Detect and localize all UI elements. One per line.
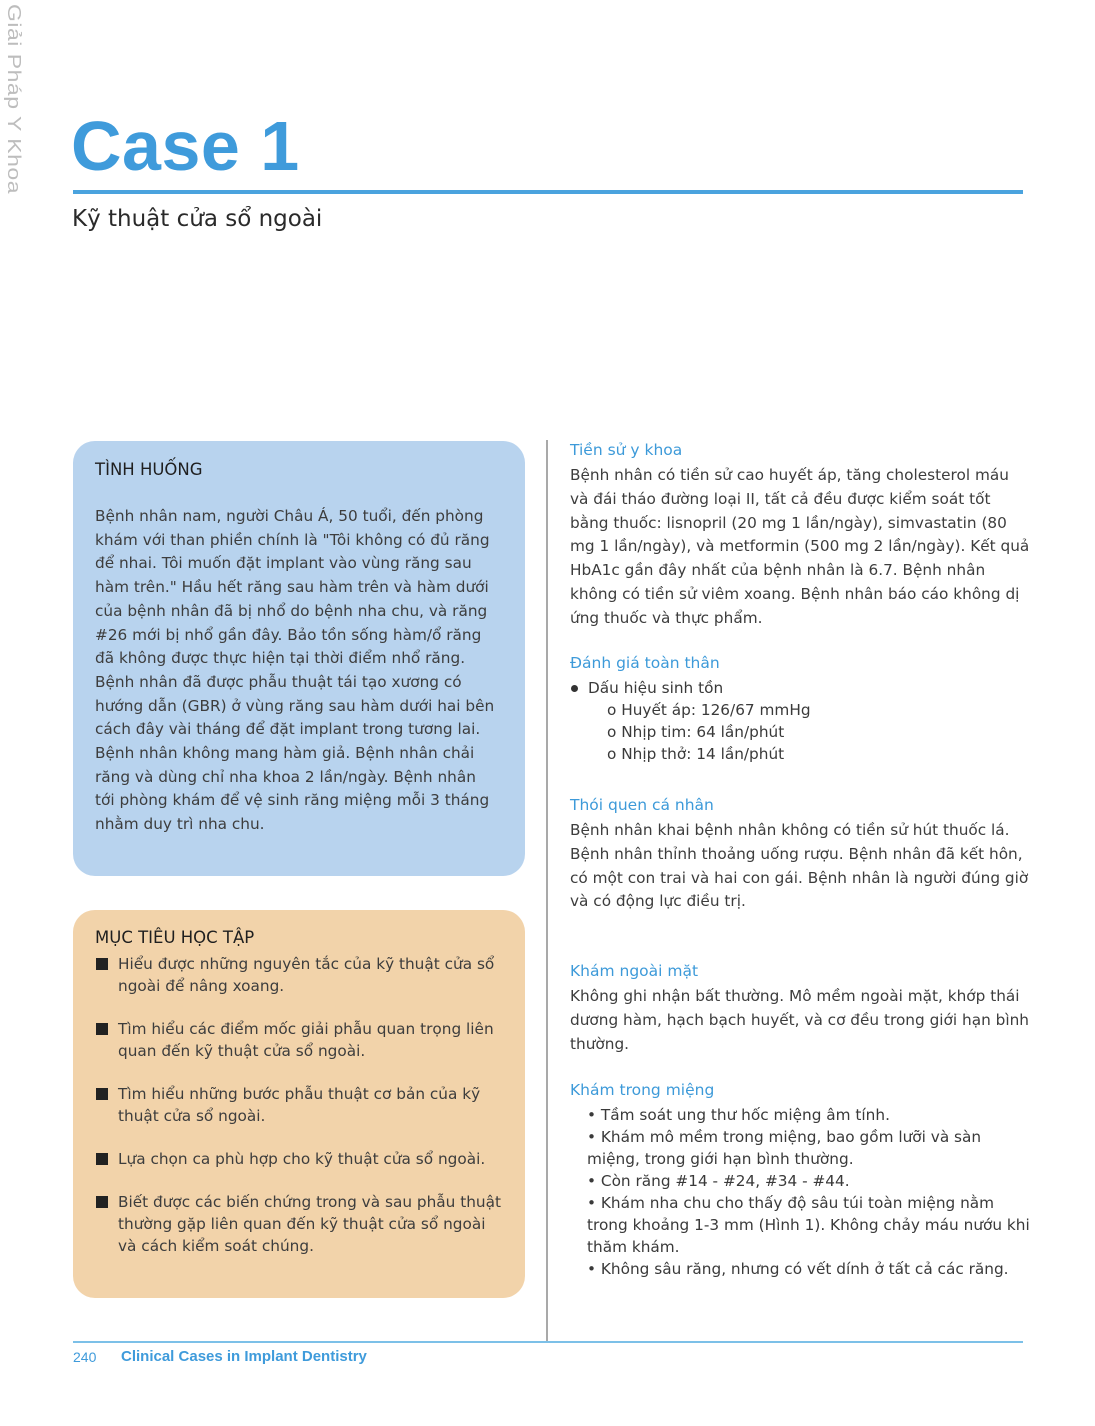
square-bullet-icon (96, 1153, 108, 1165)
square-bullet-icon (96, 1023, 108, 1035)
objective-text: Hiểu được những nguyên tắc của kỹ thuật cửa sổ ngoài để nâng xoang. (118, 955, 495, 995)
intraoral-section (570, 1079, 1030, 1280)
objective-item (95, 1018, 505, 1062)
extraoral-title: Khám ngoài mặt (570, 962, 699, 980)
medical-history-title: Tiền sử y khoa (570, 441, 683, 459)
vital-blood-pressure: o Huyết áp: 126/67 mmHg (607, 701, 811, 719)
situation-title: TÌNH HUỐNG (95, 460, 203, 479)
extraoral-body: Không ghi nhận bất thường. Mô mềm ngoài mặt, khớp thái dương hàm, hạch bạch huyết, và cơ đều trong giới hạn bình thường. (570, 987, 1029, 1053)
objective-item (95, 953, 505, 997)
intraoral-item: • Còn răng #14 - #24, #34 - #44. (587, 1172, 850, 1190)
square-bullet-icon (96, 1088, 108, 1100)
book-title: Clinical Cases in Implant Dentistry (121, 1348, 367, 1365)
intraoral-item: • Tầm soát ung thư hốc miệng âm tính. (587, 1106, 890, 1124)
objective-text: Tìm hiểu các điểm mốc giải phẫu quan trọng liên quan đến kỹ thuật cửa sổ ngoài. (118, 1020, 494, 1060)
footer-rule (73, 1341, 1023, 1343)
watermark: Giải Pháp Y Khoa (4, 4, 25, 195)
square-bullet-icon (96, 958, 108, 970)
square-bullet-icon (96, 1196, 108, 1208)
medical-history-section (570, 439, 1030, 631)
objective-text: Biết được các biến chứng trong và sau phẫu thuật thường gặp liên quan đến kỹ thuật cửa sổ ngoài và cách kiểm soát chúng. (118, 1193, 501, 1255)
objective-text: Tìm hiểu những bước phẫu thuật cơ bản của kỹ thuật cửa sổ ngoài. (118, 1085, 481, 1125)
objective-item (95, 1191, 505, 1257)
objectives-box (73, 910, 525, 1298)
objectives-title: MỤC TIÊU HỌC TẬP (95, 928, 255, 947)
intraoral-title: Khám trong miệng (570, 1081, 715, 1099)
bullet-dot-icon (571, 685, 578, 692)
intraoral-item: • Không sâu răng, nhưng có vết dính ở tất cả các răng. (587, 1260, 1009, 1278)
objective-item (95, 1083, 505, 1127)
vitals-bullet (570, 677, 1030, 699)
vital-heart-rate: o Nhịp tim: 64 lần/phút (607, 723, 785, 741)
vital-respiratory-rate: o Nhịp thở: 14 lần/phút (607, 745, 785, 763)
case-subtitle: Kỹ thuật cửa sổ ngoài (72, 206, 323, 232)
social-history-body: Bệnh nhân khai bệnh nhân không có tiền sử hút thuốc lá. Bệnh nhân thỉnh thoảng uống rượu. Bệnh nhân đã kết hôn, có một con trai và hai con gái. Bệnh nhân là người đúng giờ và có động lực điều trị. (570, 821, 1029, 911)
situation-body: Bệnh nhân nam, người Châu Á, 50 tuổi, đến phòng khám với than phiền chính là "Tôi không có đủ răng để nhai. Tôi muốn đặt implant vào vùng răng sau hàm trên." Hầu hết răng sau hàm trên và hàm dưới của bệnh nhân đã bị nhổ do bệnh nha chu, và răng #26 mới bị nhổ gần đây. Bảo tồn sống hàm/ổ răng đã không được thực hiện tại thời điểm nhổ răng. Bệnh nhân đã được phẫu thuật tái tạo xương có hướng dẫn (GBR) ở vùng răng sau hàm dưới hai bên cách đây vài tháng để đặt implant trong tương lai. Bệnh nhân không mang hàm giả. Bệnh nhân chải răng và dùng chỉ nha khoa 2 lần/ngày. Bệnh nhân tới phòng khám để vệ sinh răng miệng mỗi 3 tháng nhằm duy trì nha chu. (95, 507, 495, 834)
column-divider (546, 440, 548, 1341)
intraoral-item: • Khám mô mềm trong miệng, bao gồm lưỡi và sàn miệng, trong giới hạn bình thường. (587, 1128, 982, 1168)
objective-text: Lựa chọn ca phù hợp cho kỹ thuật cửa sổ ngoài. (118, 1150, 486, 1168)
situation-box (73, 441, 525, 876)
vitals-heading: Dấu hiệu sinh tồn (588, 679, 724, 697)
objective-item (95, 1148, 505, 1170)
title-rule (73, 190, 1023, 194)
social-history-title: Thói quen cá nhân (570, 796, 714, 814)
vitals-list (570, 677, 1030, 765)
systemic-review-section (570, 652, 1030, 765)
medical-history-body: Bệnh nhân có tiền sử cao huyết áp, tăng cholesterol máu và đái tháo đường loại II, tất cả đều được kiểm soát tốt bằng thuốc: lisnopril (20 mg 1 lần/ngày), simvastatin (80 mg 1 lần/ngày), và metformin (500 mg 2 lần/ngày). Kết quả HbA1c gần đây nhất của bệnh nhân là 6.7. Bệnh nhân không có tiền sử viêm xoang. Bệnh nhân báo cáo không dị ứng thuốc và thực phẩm. (570, 466, 1030, 627)
systemic-review-title: Đánh giá toàn thân (570, 654, 720, 672)
objectives-list (95, 953, 505, 1278)
intraoral-item: • Khám nha chu cho thấy độ sâu túi toàn miệng nằm trong khoảng 1-3 mm (Hình 1). Không chảy máu nướu khi thăm khám. (587, 1194, 1030, 1256)
page-number: 240 (73, 1349, 97, 1365)
case-title: Case 1 (71, 107, 300, 185)
intraoral-list (570, 1104, 1030, 1280)
extraoral-section (570, 960, 1030, 1056)
social-history-section (570, 794, 1030, 914)
